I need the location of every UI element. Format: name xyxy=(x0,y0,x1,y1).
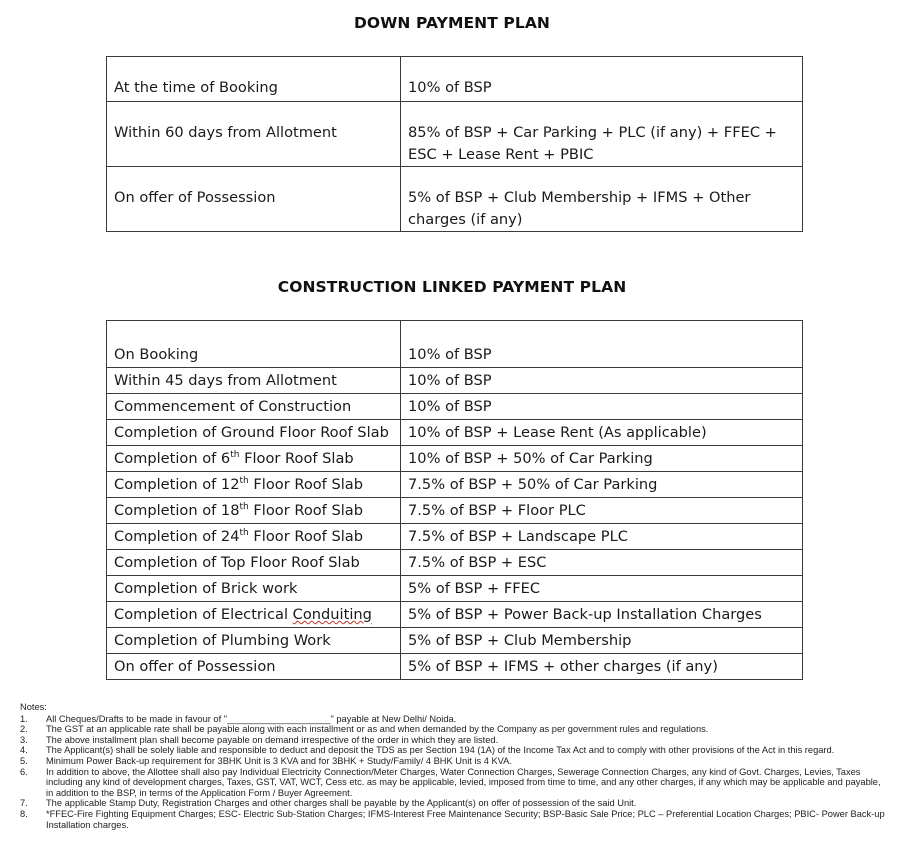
payment-cell: 7.5% of BSP + Landscape PLC xyxy=(401,524,803,550)
note-number: 1. xyxy=(20,713,28,724)
stage-text: Floor Roof Slab xyxy=(239,450,354,467)
note-item xyxy=(20,767,890,799)
note-item xyxy=(20,745,890,756)
ordinal-suffix: th xyxy=(239,528,249,538)
stage-cell xyxy=(107,524,401,550)
stage-text: Completion of 6 xyxy=(114,450,231,467)
stage-cell xyxy=(107,602,401,628)
spellcheck-word: Conduiting xyxy=(292,606,372,623)
payment-cell: 7.5% of BSP + ESC xyxy=(401,550,803,576)
note-text: *FFEC-Fire Fighting Equipment Charges; ESC- Electric Sub-Station Charges; IFMS-Interest Free Maintenance Security; BSP-Basic Sale Price; PLC – Preferential Location Charges; PBIC- Power Back-up Installation charges. xyxy=(46,808,885,830)
stage-cell: On Booking xyxy=(107,321,401,368)
note-text: The GST at an applicable rate shall be payable along with each installment or as and when demanded by the Company as per government rules and regulations. xyxy=(46,724,709,735)
down-payment-table xyxy=(106,56,803,232)
table-row xyxy=(107,321,803,368)
stage-cell xyxy=(107,446,401,472)
payment-cell: 5% of BSP + IFMS + other charges (if any) xyxy=(401,654,803,680)
note-text: The applicable Stamp Duty, Registration Charges and other charges shall be payable by the Applicant(s) on offer of possession of the said Unit. xyxy=(46,798,637,809)
note-item xyxy=(20,756,890,767)
table-row xyxy=(107,446,803,472)
ordinal-suffix: th xyxy=(239,476,249,486)
table-row xyxy=(107,602,803,628)
note-text: The above installment plan shall become payable on demand irrespective of the order in which they are listed. xyxy=(46,734,499,745)
construction-linked-table xyxy=(106,320,803,680)
stage-text: Completion of Electrical xyxy=(114,606,293,623)
stage-cell: Commencement of Construction xyxy=(107,394,401,420)
table-row xyxy=(107,472,803,498)
stage-text: Floor Roof Slab xyxy=(248,528,363,545)
note-number: 6. xyxy=(20,766,28,777)
stage-cell: On offer of Possession xyxy=(107,167,401,232)
note-text: Minimum Power Back-up requirement for 3BHK Unit is 3 KVA and for 3BHK + Study/Family/ 4 BHK Unit is 4 KVA. xyxy=(46,755,512,766)
payment-cell: 10% of BSP xyxy=(401,57,803,102)
note-text: The Applicant(s) shall be solely liable and responsible to deduct and deposit the TDS as per Section 194 (1A) of the Income Tax Act and to comply with other provisions of the Act in this regard. xyxy=(46,745,835,756)
notes-heading: Notes: xyxy=(20,702,47,712)
payment-cell: 5% of BSP + Club Membership xyxy=(401,628,803,654)
stage-cell xyxy=(107,472,401,498)
construction-linked-title: CONSTRUCTION LINKED PAYMENT PLAN xyxy=(277,278,627,296)
table-row xyxy=(107,654,803,680)
payment-cell: 10% of BSP xyxy=(401,321,803,368)
table-row xyxy=(107,524,803,550)
table-row xyxy=(107,550,803,576)
table-row xyxy=(107,368,803,394)
note-number: 7. xyxy=(20,798,28,809)
table-row xyxy=(107,394,803,420)
payment-cell: 10% of BSP + 50% of Car Parking xyxy=(401,446,803,472)
ordinal-suffix: th xyxy=(239,502,249,512)
payment-cell: 5% of BSP + FFEC xyxy=(401,576,803,602)
table-row xyxy=(107,498,803,524)
stage-cell: Completion of Ground Floor Roof Slab xyxy=(107,420,401,446)
payment-cell: 85% of BSP + Car Parking + PLC (if any) + FFEC + ESC + Lease Rent + PBIC xyxy=(401,102,803,167)
stage-cell: Within 45 days from Allotment xyxy=(107,368,401,394)
stage-cell xyxy=(107,498,401,524)
stage-cell: Completion of Brick work xyxy=(107,576,401,602)
note-text: All Cheques/Drafts to be made in favour of "____________________" payable at New Delhi/ Noida. xyxy=(46,713,457,724)
stage-cell: Within 60 days from Allotment xyxy=(107,102,401,167)
stage-text: Floor Roof Slab xyxy=(248,502,363,519)
note-number: 5. xyxy=(20,755,28,766)
note-item xyxy=(20,714,890,725)
stage-cell: At the time of Booking xyxy=(107,57,401,102)
note-item xyxy=(20,724,890,735)
note-item xyxy=(20,809,890,830)
table-row xyxy=(107,420,803,446)
note-item xyxy=(20,798,890,809)
stage-cell: Completion of Top Floor Roof Slab xyxy=(107,550,401,576)
payment-cell: 5% of BSP + Power Back-up Installation Charges xyxy=(401,602,803,628)
stage-cell: On offer of Possession xyxy=(107,654,401,680)
stage-text: Floor Roof Slab xyxy=(248,476,363,493)
table-row xyxy=(107,628,803,654)
notes-section xyxy=(20,702,890,830)
note-number: 4. xyxy=(20,745,28,756)
note-text: In addition to above, the Allottee shall also pay Individual Electricity Connection/Meter Charges, Water Connection Charges, Sewerage Connection Charges, any kind of Govt. Charges, Levies, Taxes including any kind of development charges, Taxes, GST, VAT, WCT, Cess etc. as may be applicable, levied, imposed from time to time, and any other charges, if any which may be applicable and payable, in addition to the BSP, in terms of the Application Form / Buyer Agreement. xyxy=(46,766,881,798)
table-row xyxy=(107,576,803,602)
table-row xyxy=(107,57,803,102)
note-number: 2. xyxy=(20,724,28,735)
stage-text: Completion of 12 xyxy=(114,476,240,493)
ordinal-suffix: th xyxy=(230,450,240,460)
stage-text: Completion of 18 xyxy=(114,502,240,519)
note-number: 8. xyxy=(20,808,28,819)
payment-cell: 5% of BSP + Club Membership + IFMS + Other charges (if any) xyxy=(401,167,803,232)
payment-cell: 7.5% of BSP + Floor PLC xyxy=(401,498,803,524)
payment-cell: 7.5% of BSP + 50% of Car Parking xyxy=(401,472,803,498)
payment-cell: 10% of BSP + Lease Rent (As applicable) xyxy=(401,420,803,446)
down-payment-title: DOWN PAYMENT PLAN xyxy=(353,14,551,32)
note-item xyxy=(20,735,890,746)
payment-cell: 10% of BSP xyxy=(401,368,803,394)
table-row xyxy=(107,167,803,232)
note-number: 3. xyxy=(20,734,28,745)
payment-cell: 10% of BSP xyxy=(401,394,803,420)
stage-cell: Completion of Plumbing Work xyxy=(107,628,401,654)
table-row xyxy=(107,102,803,167)
stage-text: Completion of 24 xyxy=(114,528,240,545)
